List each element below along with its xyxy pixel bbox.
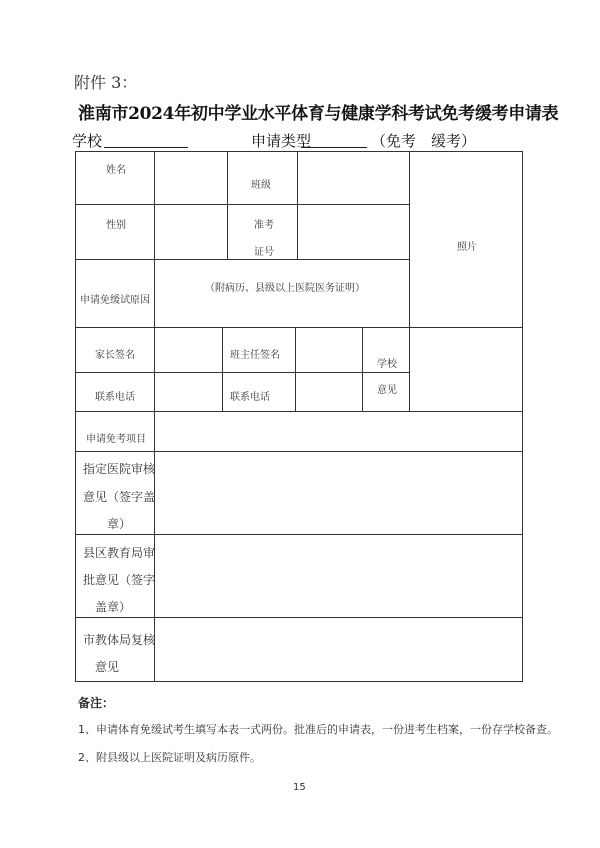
- hospital-opinion-line1: 指定医院审核: [83, 462, 156, 476]
- form-title: 淮南市2024年初中学业水平体育与健康学科考试免考缓考申请表: [78, 104, 559, 124]
- contact-label-2: 联系电话: [230, 392, 270, 403]
- county-opinion-line2: 批意见（签字: [83, 573, 156, 587]
- annex-label: 附件 3：: [74, 73, 138, 92]
- exempt-items-input[interactable]: [155, 412, 521, 450]
- class-input[interactable]: [298, 152, 408, 203]
- note-1: 1、申请体育免缓试考生填写本表一式两份。批准后的申请表，一份进考生档案，一份存学校备查。: [78, 723, 558, 736]
- page-number: 15: [293, 782, 306, 793]
- exempt-items-label: 申请免考项目: [86, 434, 146, 445]
- school-opinion-line1: 学校: [377, 359, 397, 370]
- class-label: 班级: [251, 180, 271, 191]
- photo-placeholder: 照片: [457, 242, 477, 253]
- gender-label: 性别: [106, 220, 126, 231]
- name-label: 姓名: [106, 165, 126, 176]
- contact-input-1[interactable]: [155, 373, 221, 410]
- school-field[interactable]: [104, 147, 188, 148]
- county-opinion-line3: 盖章）: [95, 600, 132, 614]
- parent-sign-input[interactable]: [155, 328, 221, 371]
- city-opinion-line2: 意见: [95, 660, 120, 674]
- school-label: 学校: [72, 132, 103, 150]
- teacher-sign-label: 班主任签名: [230, 350, 280, 361]
- hospital-opinion-line2: 意见（签字盖: [83, 490, 156, 504]
- contact-label-1: 联系电话: [95, 392, 135, 403]
- ticket-number-input[interactable]: [298, 205, 408, 258]
- type-field[interactable]: [301, 147, 367, 148]
- ticket-label-line2: 证号: [254, 247, 274, 258]
- hospital-opinion-line3: 章）: [107, 517, 132, 531]
- parent-sign-label: 家长签名: [95, 350, 135, 361]
- ticket-label-line1: 准考: [254, 220, 274, 231]
- notes-heading: 备注：: [78, 696, 115, 710]
- gender-input[interactable]: [155, 205, 226, 258]
- type-options: （免考 缓考）: [371, 132, 477, 150]
- school-opinion-line2: 意见: [377, 385, 397, 396]
- reason-hint: （附病历、县级以上医院医务证明）: [205, 283, 365, 294]
- note-2: 2、附县级以上医院证明及病历原件。: [78, 751, 261, 764]
- contact-input-2[interactable]: [296, 373, 361, 410]
- city-opinion-line1: 市教体局复核: [83, 633, 156, 647]
- county-opinion-line1: 县区教育局审: [83, 546, 156, 560]
- name-input[interactable]: [155, 152, 226, 203]
- reason-label: 申请免缓试原因: [80, 295, 150, 306]
- teacher-sign-input[interactable]: [296, 328, 361, 371]
- type-label: 申请类型: [251, 132, 312, 150]
